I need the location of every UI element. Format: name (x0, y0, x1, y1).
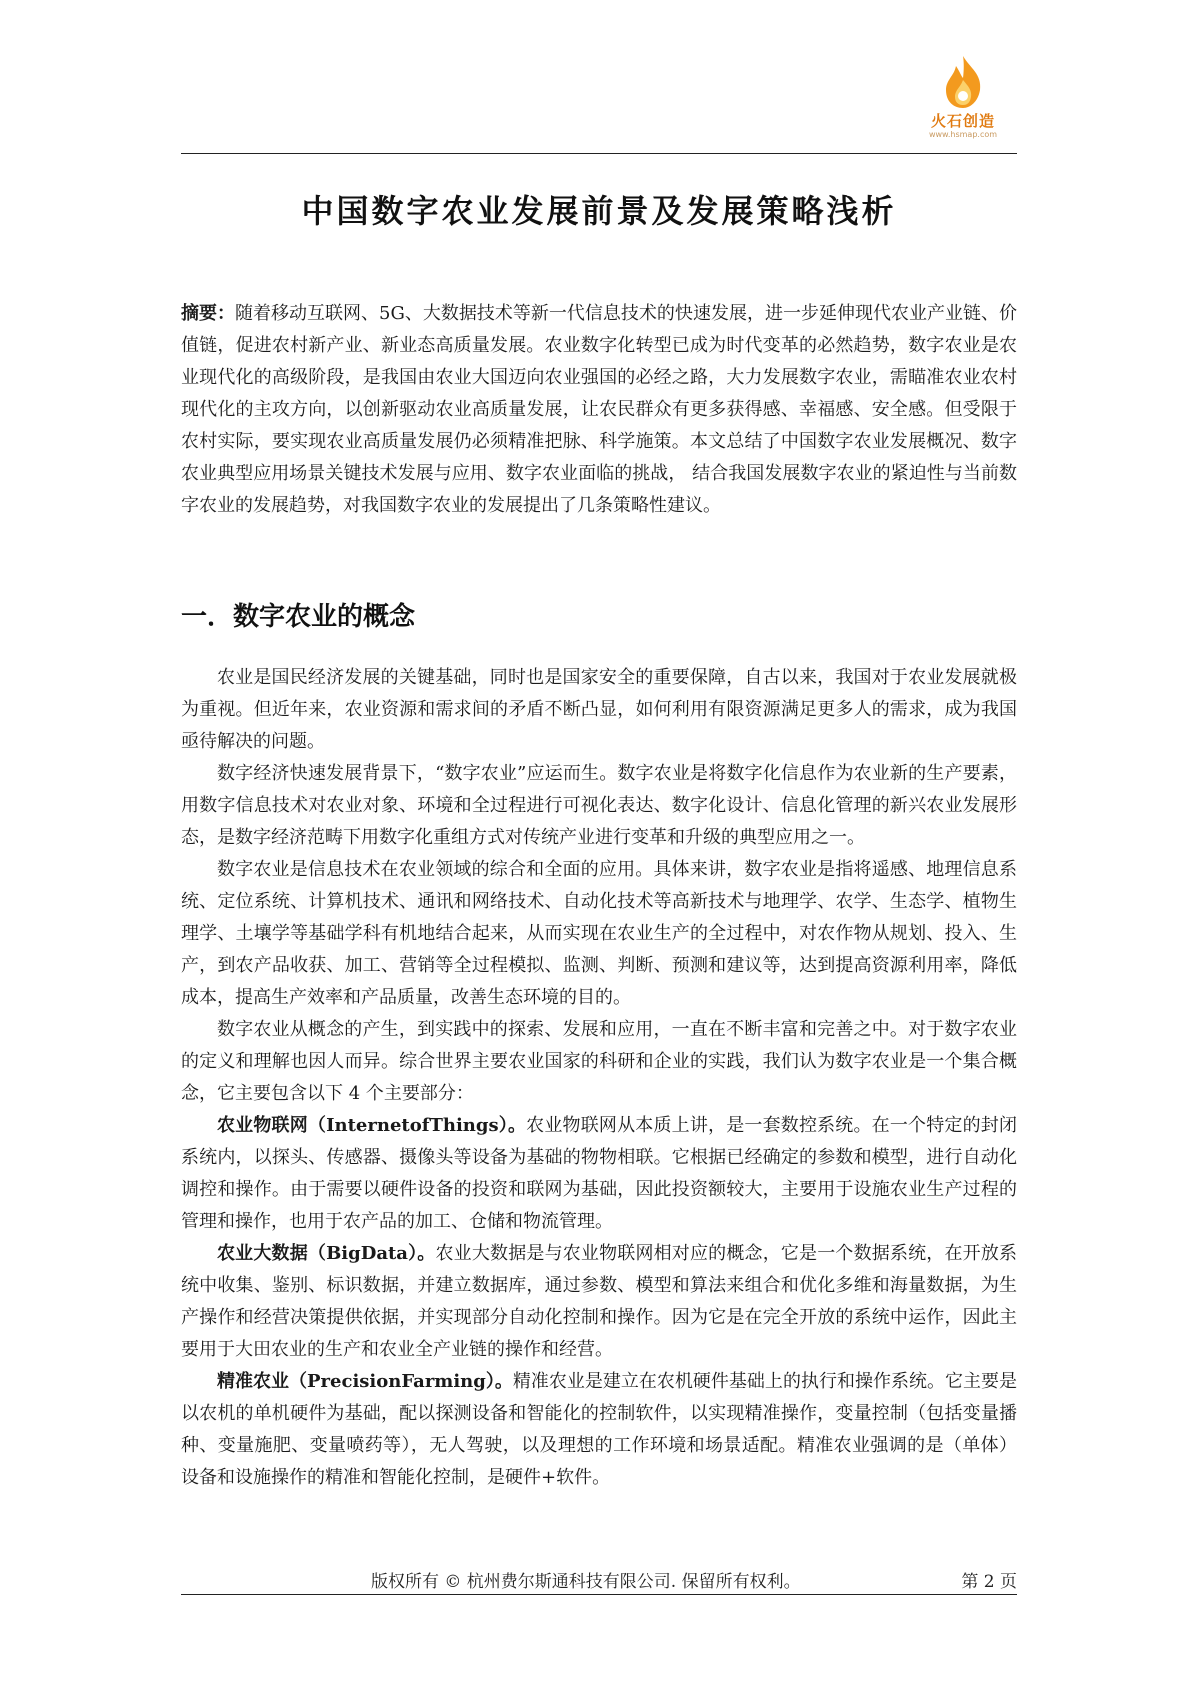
logo-name: 火石创造 (930, 112, 995, 130)
list-item (181, 1110, 1017, 1238)
item-term: 农业物联网（InternetofThings）。 (217, 1115, 527, 1136)
paragraph: 数字农业从概念的产生，到实践中的探索、发展和应用，一直在不断丰富和完善之中。对于数字农业的定义和理解也因人而异。综合世界主要农业国家的科研和企业的实践，我们认为数字农业是一个集合概念，它主要包含以下 4 个主要部分： (181, 1019, 1017, 1104)
item-text: 农业物联网从本质上讲，是一套数控系统。在一个特定的封闭系统内，以探头、传感器、摄像头等设备为基础的物物相联。它根据已经确定的参数和模型，进行自动化调控和操作。由于需要以硬件设备的投资和联网为基础，因此投资额较大，主要用于设施农业生产过程的管理和操作，也用于农产品的加工、仓储和物流管理。 (181, 1115, 1017, 1232)
item-text: 精准农业是建立在农机硬件基础上的执行和操作系统。它主要是以农机的单机硬件为基础，配以探测设备和智能化的控制软件，以实现精准操作，变量控制（包括变量播种、变量施肥、变量喷药等），无人驾驶，以及理想的工作环境和场景适配。精准农业强调的是（单体）设备和设施操作的精准和智能化控制，是硬件+软件。 (181, 1371, 1017, 1488)
logo-url: www.hsmap.com (928, 130, 998, 139)
footer-divider (181, 1594, 1017, 1595)
abstract-label: 摘要： (181, 303, 236, 324)
page-footer (181, 1567, 1017, 1591)
flame-logo-icon (934, 52, 992, 110)
item-term: 农业大数据（BigData）。 (217, 1243, 436, 1264)
page-number: 第 2 页 (961, 1572, 1017, 1592)
brand-logo (922, 52, 1004, 142)
abstract (181, 298, 1017, 522)
header-divider (181, 153, 1017, 154)
abstract-text: 随着移动互联网、5G、大数据技术等新一代信息技术的快速发展，进一步延伸现代农业产业链、价值链，促进农村新产业、新业态高质量发展。农业数字化转型已成为时代变革的必然趋势，数字农业是农业现代化的高级阶段，是我国由农业大国迈向农业强国的必经之路，大力发展数字农业，需瞄准农业农村现代化的主攻方向，以创新驱动农业高质量发展，让农民群众有更多获得感、幸福感、安全感。但受限于农村实际，要实现农业高质量发展仍必须精准把脉、科学施策。本文总结了中国数字农业发展概况、数字农业典型应用场景关键技术发展与应用、数字农业面临的挑战， 结合我国发展数字农业的紧迫性与当前数字农业的发展趋势，对我国数字农业的发展提出了几条策略性建议。 (181, 303, 1018, 516)
copyright-text: 版权所有 © 杭州费尔斯通科技有限公司. 保留所有权利。 (371, 1572, 801, 1592)
section-body (181, 662, 1017, 1494)
document-title: 中国数字农业发展前景及发展策略浅析 (301, 192, 897, 230)
item-term: 精准农业（PrecisionFarming）。 (217, 1371, 513, 1392)
section-heading: 一．数字农业的概念 (181, 602, 416, 632)
list-item (181, 1366, 1017, 1494)
item-text: 农业大数据是与农业物联网相对应的概念，它是一个数据系统，在开放系统中收集、鉴别、标识数据，并建立数据库，通过参数、模型和算法来组合和优化多维和海量数据，为生产操作和经营决策提供依据，并实现部分自动化控制和操作。因为它是在完全开放的系统中运作，因此主要用于大田农业的生产和农业全产业链的操作和经营。 (181, 1243, 1018, 1360)
paragraph: 农业是国民经济发展的关键基础，同时也是国家安全的重要保障，自古以来，我国对于农业发展就极为重视。但近年来，农业资源和需求间的矛盾不断凸显，如何利用有限资源满足更多人的需求，成为我国亟待解决的问题。 (181, 667, 1017, 752)
paragraph: 数字农业是信息技术在农业领域的综合和全面的应用。具体来讲，数字农业是指将遥感、地理信息系统、定位系统、计算机技术、通讯和网络技术、自动化技术等高新技术与地理学、农学、生态学、植物生理学、土壤学等基础学科有机地结合起来，从而实现在农业生产的全过程中，对农作物从规划、投入、生产，到农产品收获、加工、营销等全过程模拟、监测、判断、预测和建议等，达到提高资源利用率，降低成本，提高生产效率和产品质量，改善生态环境的目的。 (181, 859, 1017, 1008)
list-item (181, 1238, 1017, 1366)
paragraph: 数字经济快速发展背景下，“数字农业”应运而生。数字农业是将数字化信息作为农业新的生产要素，用数字信息技术对农业对象、环境和全过程进行可视化表达、数字化设计、信息化管理的新兴农业发展形态，是数字经济范畴下用数字化重组方式对传统产业进行变革和升级的典型应用之一。 (181, 763, 1017, 848)
